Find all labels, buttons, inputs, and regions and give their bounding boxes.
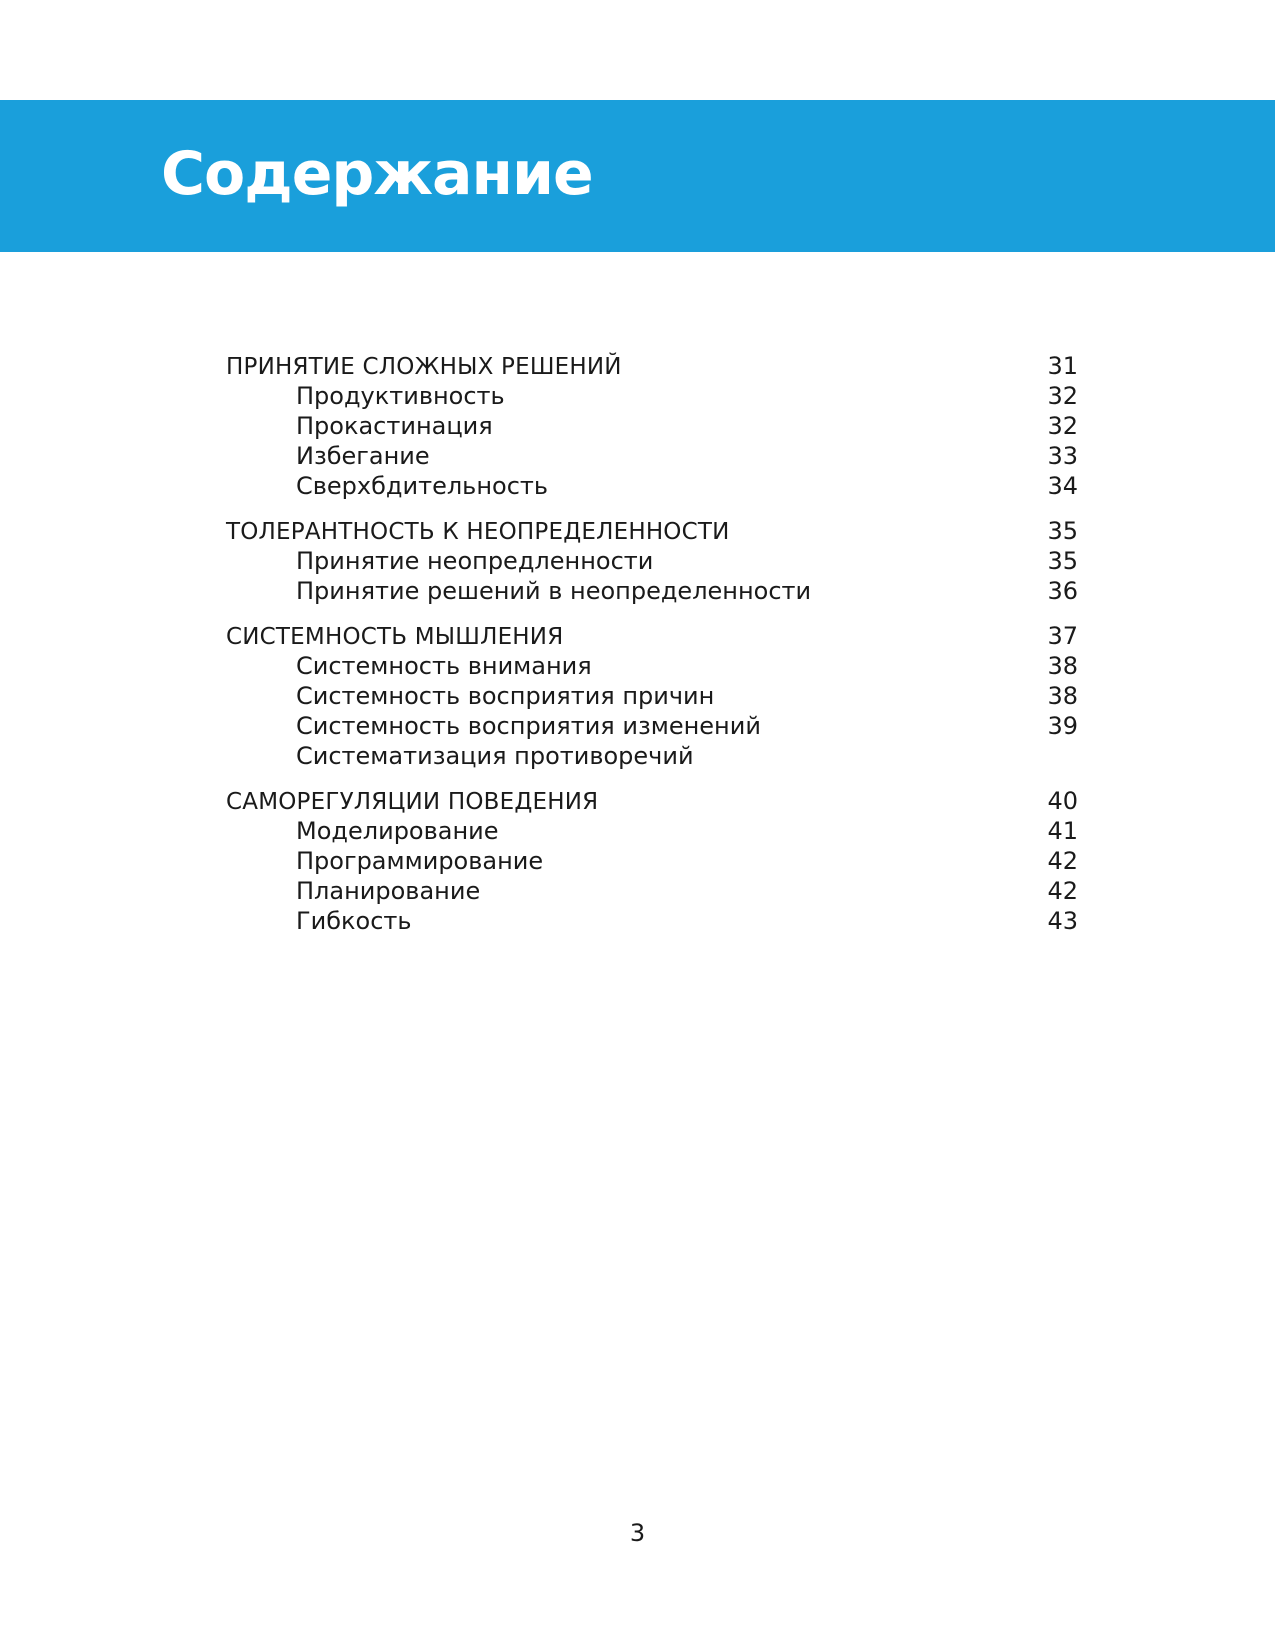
toc-item-label: Системность внимания	[296, 652, 592, 680]
toc-page-number: 38	[1047, 682, 1078, 710]
toc-heading[interactable]	[226, 351, 1078, 381]
toc-item[interactable]	[226, 846, 1078, 876]
table-of-contents	[226, 351, 1078, 951]
toc-page-number: 32	[1047, 382, 1078, 410]
toc-item-label: Избегание	[296, 442, 430, 470]
toc-item[interactable]	[226, 816, 1078, 846]
page-title: Содержание	[161, 139, 593, 209]
toc-page-number: 40	[1047, 787, 1078, 815]
toc-page-number: 31	[1047, 352, 1078, 380]
toc-heading-label: САМОРЕГУЛЯЦИИ ПОВЕДЕНИЯ	[226, 789, 599, 815]
toc-page-number: 35	[1047, 517, 1078, 545]
toc-item-label: Системность восприятия изменений	[296, 712, 761, 740]
toc-page-number: 37	[1047, 622, 1078, 650]
toc-section	[226, 621, 1078, 771]
toc-page-number: 33	[1047, 442, 1078, 470]
toc-item-label: Принятие решений в неопределенности	[296, 577, 812, 605]
toc-heading-label: ТОЛЕРАНТНОСТЬ К НЕОПРЕДЕЛЕННОСТИ	[226, 519, 730, 545]
toc-heading-label: СИСТЕМНОСТЬ МЫШЛЕНИЯ	[226, 624, 564, 650]
toc-heading-label: ПРИНЯТИЕ СЛОЖНЫХ РЕШЕНИЙ	[226, 354, 622, 380]
toc-page-number: 39	[1047, 712, 1078, 740]
toc-page-number: 35	[1047, 547, 1078, 575]
page-number: 3	[629, 1519, 646, 1547]
toc-page-number: 41	[1047, 817, 1078, 845]
toc-page-number: 43	[1047, 907, 1078, 935]
toc-item-label: Планирование	[296, 877, 481, 905]
toc-item-label: Системность восприятия причин	[296, 682, 715, 710]
toc-page-number: 32	[1047, 412, 1078, 440]
toc-item[interactable]	[226, 711, 1078, 741]
toc-section	[226, 351, 1078, 501]
toc-item[interactable]	[226, 741, 1078, 771]
toc-item[interactable]	[226, 576, 1078, 606]
toc-item-label: Систематизация противоречий	[296, 742, 694, 770]
toc-item[interactable]	[226, 876, 1078, 906]
toc-item[interactable]	[226, 651, 1078, 681]
toc-item[interactable]	[226, 546, 1078, 576]
toc-page-number: 42	[1047, 877, 1078, 905]
toc-item-label: Моделирование	[296, 817, 499, 845]
toc-item-label: Принятие неопредленности	[296, 547, 654, 575]
toc-item[interactable]	[226, 411, 1078, 441]
toc-item-label: Гибкость	[296, 907, 412, 935]
toc-item-label: Программирование	[296, 847, 544, 875]
toc-section	[226, 516, 1078, 606]
toc-page-number: 34	[1047, 472, 1078, 500]
toc-page-number: 36	[1047, 577, 1078, 605]
toc-item[interactable]	[226, 681, 1078, 711]
toc-item-label: Продуктивность	[296, 382, 505, 410]
toc-heading[interactable]	[226, 786, 1078, 816]
toc-item-label: Прокастинация	[296, 412, 493, 440]
toc-heading[interactable]	[226, 621, 1078, 651]
toc-item[interactable]	[226, 441, 1078, 471]
toc-section	[226, 786, 1078, 936]
toc-heading[interactable]	[226, 516, 1078, 546]
toc-item[interactable]	[226, 381, 1078, 411]
toc-page-number: 42	[1047, 847, 1078, 875]
toc-item[interactable]	[226, 906, 1078, 936]
toc-page-number: 38	[1047, 652, 1078, 680]
toc-item[interactable]	[226, 471, 1078, 501]
toc-item-label: Сверхбдительность	[296, 472, 549, 500]
